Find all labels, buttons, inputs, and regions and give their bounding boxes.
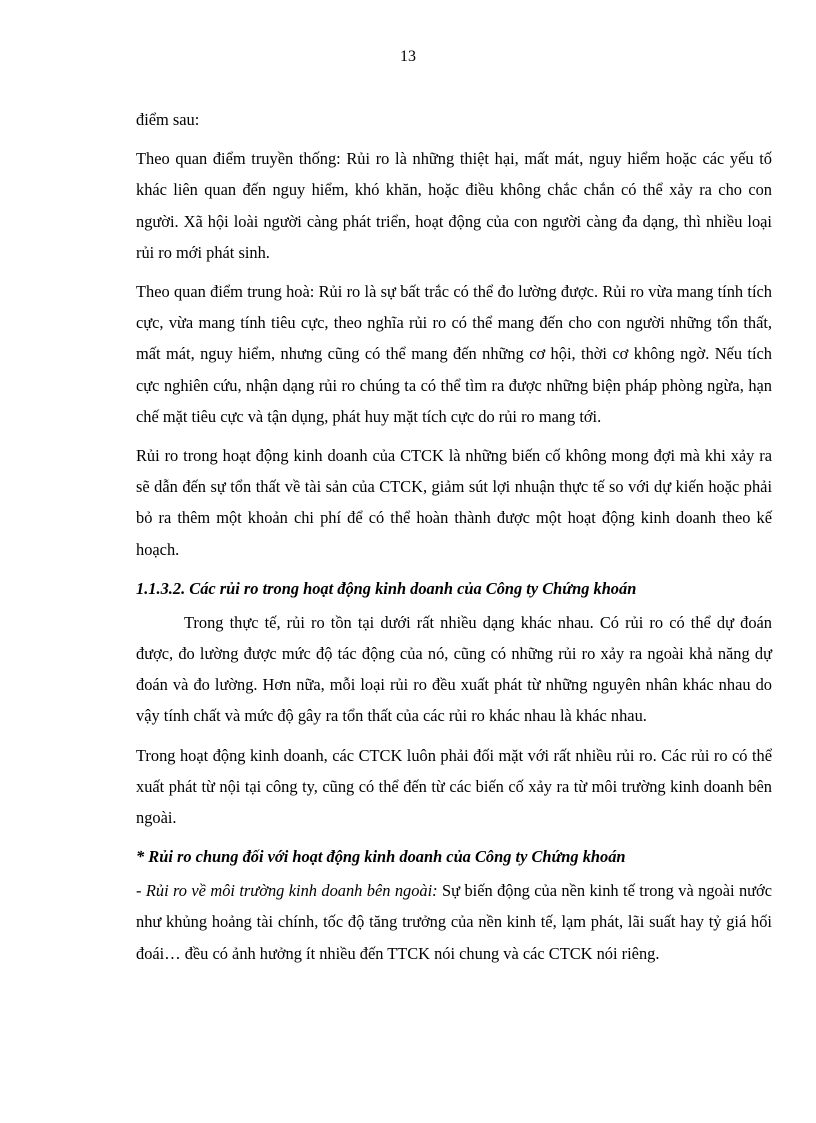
section-heading-1-1-3-2: 1.1.3.2. Các rủi ro trong hoạt động kinh doanh của Công ty Chứng khoán	[136, 578, 637, 598]
external-risk-text: Sự biến động của nền kinh tế trong và ngoài nước như khủng hoảng tài chính, tốc độ tăng trưởng của nền kinh tế, lạm phát, lãi suất hay tỷ giá hối đoái… đều có ảnh hưởng ít nhiều đến TTCK nói chung và các CTCK nói riêng.	[136, 881, 772, 963]
document-body	[136, 104, 772, 969]
section-heading-general-risk: * Rủi ro chung đối với hoạt động kinh doanh của Công ty Chứng khoán	[136, 847, 626, 867]
external-risk-label: - Rủi ro về môi trường kinh doanh bên ngoài:	[136, 881, 438, 901]
paragraph-intro: điểm sau:	[136, 110, 200, 129]
paragraph-risk-sources: Trong hoạt động kinh doanh, các CTCK luôn phải đối mặt với rất nhiều rủi ro. Các rủi ro có thể xuất phát từ nội tại công ty, cũng có thể đến từ các biến cố xảy ra từ môi trường kinh doanh bên ngoài.	[136, 745, 772, 828]
paragraph-ctck-risk-definition: Rủi ro trong hoạt động kinh doanh của CTCK là những biến cố không mong đợi mà khi xảy ra sẽ dẫn đến sự tổn thất về tài sản của CTCK, giảm sút lợi nhuận thực tế so với dự kiến hoặc phải bỏ ra thêm một khoản chi phí để có thể hoàn thành được một hoạt động kinh doanh theo kế hoạch.	[136, 446, 772, 559]
paragraph-traditional-view: Theo quan điểm truyền thống: Rủi ro là những thiệt hại, mất mát, nguy hiểm hoặc các yếu tố khác liên quan đến nguy hiểm, khó khăn, hoặc điều không chắc chắn có thể xảy ra cho con người. Xã hội loài người càng phát triển, hoạt động của con người càng đa dạng, thì nhiều loại rủi ro mới phát sinh.	[136, 149, 772, 262]
page-number: 13	[400, 48, 416, 65]
paragraph-risk-forms: Trong thực tế, rủi ro tồn tại dưới rất nhiều dạng khác nhau. Có rủi ro có thể dự đoán được, đo lường được mức độ tác động của nó, cũng có những rủi ro xảy ra ngoài khả năng dự đoán và đo lường. Hơn nữa, mỗi loại rủi ro đều xuất phát từ những nguyên nhân khác nhau do vậy tính chất và mức độ gây ra tổn thất của các rủi ro khác nhau là khác nhau.	[136, 612, 772, 726]
paragraph-neutral-view: Theo quan điểm trung hoà: Rủi ro là sự bất trắc có thể đo lường được. Rủi ro vừa mang tính tích cực, vừa mang tính tiêu cực, theo nghĩa rủi ro có thể mang đến cho con người những tổn thất, mất mát, nguy hiểm, nhưng cũng có thể mang đến những cơ hội, thời cơ không ngờ. Nếu tích cực nghiên cứu, nhận dạng rủi ro chúng ta có thể tìm ra được những biện pháp phòng ngừa, hạn chế mặt tiêu cực và tận dụng, phát huy mặt tích cực do rủi ro mang tới.	[136, 282, 772, 426]
paragraph-external-environment-risk	[136, 875, 772, 969]
